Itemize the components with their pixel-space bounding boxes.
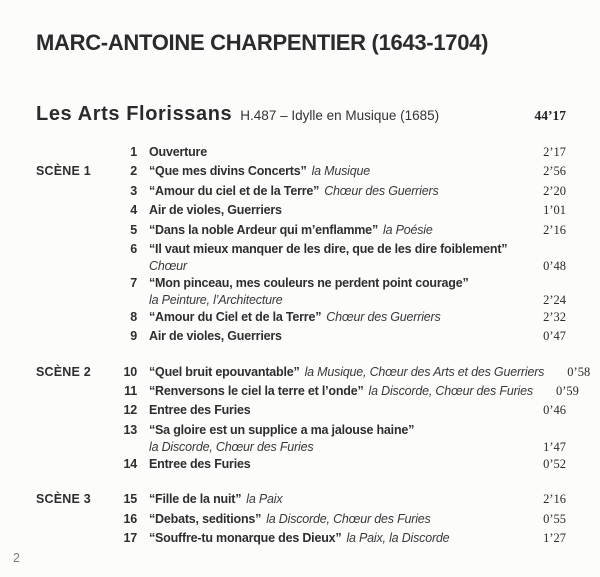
track-number: 2 [130, 164, 137, 179]
track-title [137, 490, 520, 509]
track-row [36, 382, 579, 401]
track-title-text: “Que mes divins Concerts” [149, 164, 307, 179]
track-performers: la Paix [246, 492, 283, 507]
total-duration: 44’17 [534, 108, 566, 123]
track-duration: 2’20 [543, 183, 566, 198]
track-number: 11 [124, 384, 137, 399]
work-catalog: H.487 – Idylle en Musique (1685) [240, 108, 440, 123]
track-title [137, 327, 520, 346]
track-duration: 1’27 [543, 531, 566, 545]
track-title-text: “Fille de la nuit” [149, 492, 242, 507]
track-title-text: “Dans la noble Ardeur qui m’enflamme” [149, 222, 378, 237]
track-duration: 0’47 [543, 329, 566, 344]
track-number: 15 [123, 492, 137, 507]
scene-label [36, 421, 120, 455]
composer-title: MARC-ANTOINE CHARPENTIER (1643-1704) [36, 30, 489, 55]
track-row [36, 308, 566, 327]
track-row [36, 327, 566, 346]
track-title-text: “Sa gloire est un supplice a ma jalouse haine” [149, 422, 415, 437]
track-duration: 0’55 [543, 511, 566, 526]
track-title [137, 201, 520, 220]
scene-label [36, 455, 120, 474]
track-title [137, 401, 520, 420]
track-row [36, 182, 566, 201]
track-number: 8 [130, 309, 137, 324]
track-number: 13 [123, 422, 137, 437]
track-number: 7 [130, 275, 137, 290]
track-duration: 2’17 [543, 145, 566, 159]
scene-label [36, 382, 120, 401]
track-title-text: “Il vaut mieux manquer de les dire, que de les dire foiblement” [149, 242, 508, 257]
track-title [137, 308, 520, 327]
track-row [36, 401, 566, 420]
scene-label [36, 510, 120, 529]
track-title-text: “Amour du Ciel et de la Terre” [149, 309, 322, 324]
track-duration: 0’59 [555, 384, 579, 399]
track-title-text: “Mon pinceau, mes couleurs ne perdent point courage” [149, 275, 469, 290]
track-duration: 2’16 [543, 222, 566, 237]
scene-label [36, 327, 120, 346]
track-title [137, 382, 533, 401]
track-row [36, 455, 566, 474]
scene-label: SCÈNE 1 [36, 164, 91, 179]
work-header [36, 103, 566, 126]
track-performers: Chœur des Guerriers [326, 309, 441, 324]
track-row [36, 274, 566, 308]
track-duration: 0’58 [567, 364, 591, 379]
work-title: Les Arts Florissans [36, 103, 233, 125]
scene-label [36, 240, 120, 274]
scene-label [36, 221, 120, 240]
track-list [36, 143, 591, 548]
track-row [36, 240, 566, 274]
scene-label [36, 401, 120, 420]
track-performers-line2: la Peinture, l’Architecture [149, 293, 283, 308]
scene-label [36, 182, 120, 201]
track-title-text: “Renversons le ciel la terre et l’onde” [149, 384, 364, 399]
track-number: 9 [130, 329, 137, 344]
track-duration: 1’01 [543, 203, 566, 218]
track-title-text: “Quel bruit epouvantable” [149, 364, 300, 379]
track-performers: la Musique [311, 164, 371, 179]
page-number: 2 [13, 551, 20, 565]
track-number: 16 [123, 511, 137, 526]
track-title [137, 510, 520, 529]
track-performers: la Paix, la Discorde [346, 531, 450, 545]
track-title-text: Air de violes, Guerriers [149, 329, 282, 344]
track-title [137, 221, 520, 240]
track-number: 1 [130, 145, 137, 159]
track-duration: 2’24 [543, 293, 566, 308]
track-title-text: Air de violes, Guerriers [149, 203, 282, 218]
scene-label [36, 308, 120, 327]
track-title [137, 182, 520, 201]
track-title [137, 363, 544, 382]
track-number: 6 [130, 242, 137, 257]
track-duration: 0’52 [543, 456, 566, 471]
track-title-text: Entree des Furies [149, 456, 251, 471]
track-row [36, 162, 566, 181]
track-performers: la Poésie [383, 222, 433, 237]
track-row [36, 221, 566, 240]
track-row [36, 421, 566, 455]
track-performers: Chœur des Guerriers [324, 183, 439, 198]
track-row [36, 490, 566, 509]
track-duration: 1’47 [543, 440, 566, 455]
track-row [36, 529, 566, 548]
track-title [137, 240, 520, 274]
track-number: 3 [130, 183, 137, 198]
track-title [137, 529, 520, 548]
track-title [137, 274, 520, 308]
track-title [137, 455, 520, 474]
track-duration: 2’16 [543, 492, 566, 507]
track-duration: 0’46 [543, 403, 566, 418]
track-title-text: “Amour du ciel et de la Terre” [149, 183, 320, 198]
scene-label [36, 274, 120, 308]
track-number: 10 [123, 364, 137, 379]
scene-label: SCÈNE 3 [36, 492, 91, 507]
track-number: 12 [123, 403, 137, 418]
track-title-text: Ouverture [149, 145, 207, 159]
track-performers: la Discorde, Chœur des Furies [266, 511, 431, 526]
track-number: 14 [123, 456, 137, 471]
track-duration: 0’48 [543, 259, 566, 274]
track-number: 17 [123, 531, 137, 545]
track-row [36, 510, 566, 529]
scene-label [36, 143, 120, 162]
track-duration: 2’32 [543, 309, 566, 324]
scene-label: SCÈNE 2 [36, 364, 91, 379]
track-title-text: “Souffre-tu monarque des Dieux” [149, 531, 342, 545]
scene-label [36, 529, 120, 548]
scene-label [36, 201, 120, 220]
track-duration: 2’56 [543, 164, 566, 179]
track-title-text: “Debats, seditions” [149, 511, 262, 526]
track-row [36, 143, 566, 162]
track-row [36, 201, 566, 220]
track-row [36, 363, 591, 382]
track-performers: la Discorde, Chœur des Furies [368, 384, 533, 399]
track-title [137, 162, 520, 181]
track-title [137, 421, 520, 455]
track-number: 5 [130, 222, 137, 237]
track-title-text: Entree des Furies [149, 403, 251, 418]
track-performers-line2: Chœur [149, 259, 187, 274]
track-number: 4 [130, 203, 137, 218]
track-performers-line2: la Discorde, Chœur des Furies [149, 440, 314, 455]
track-title [137, 143, 520, 162]
track-performers: la Musique, Chœur des Arts et des Guerriers [304, 364, 545, 379]
